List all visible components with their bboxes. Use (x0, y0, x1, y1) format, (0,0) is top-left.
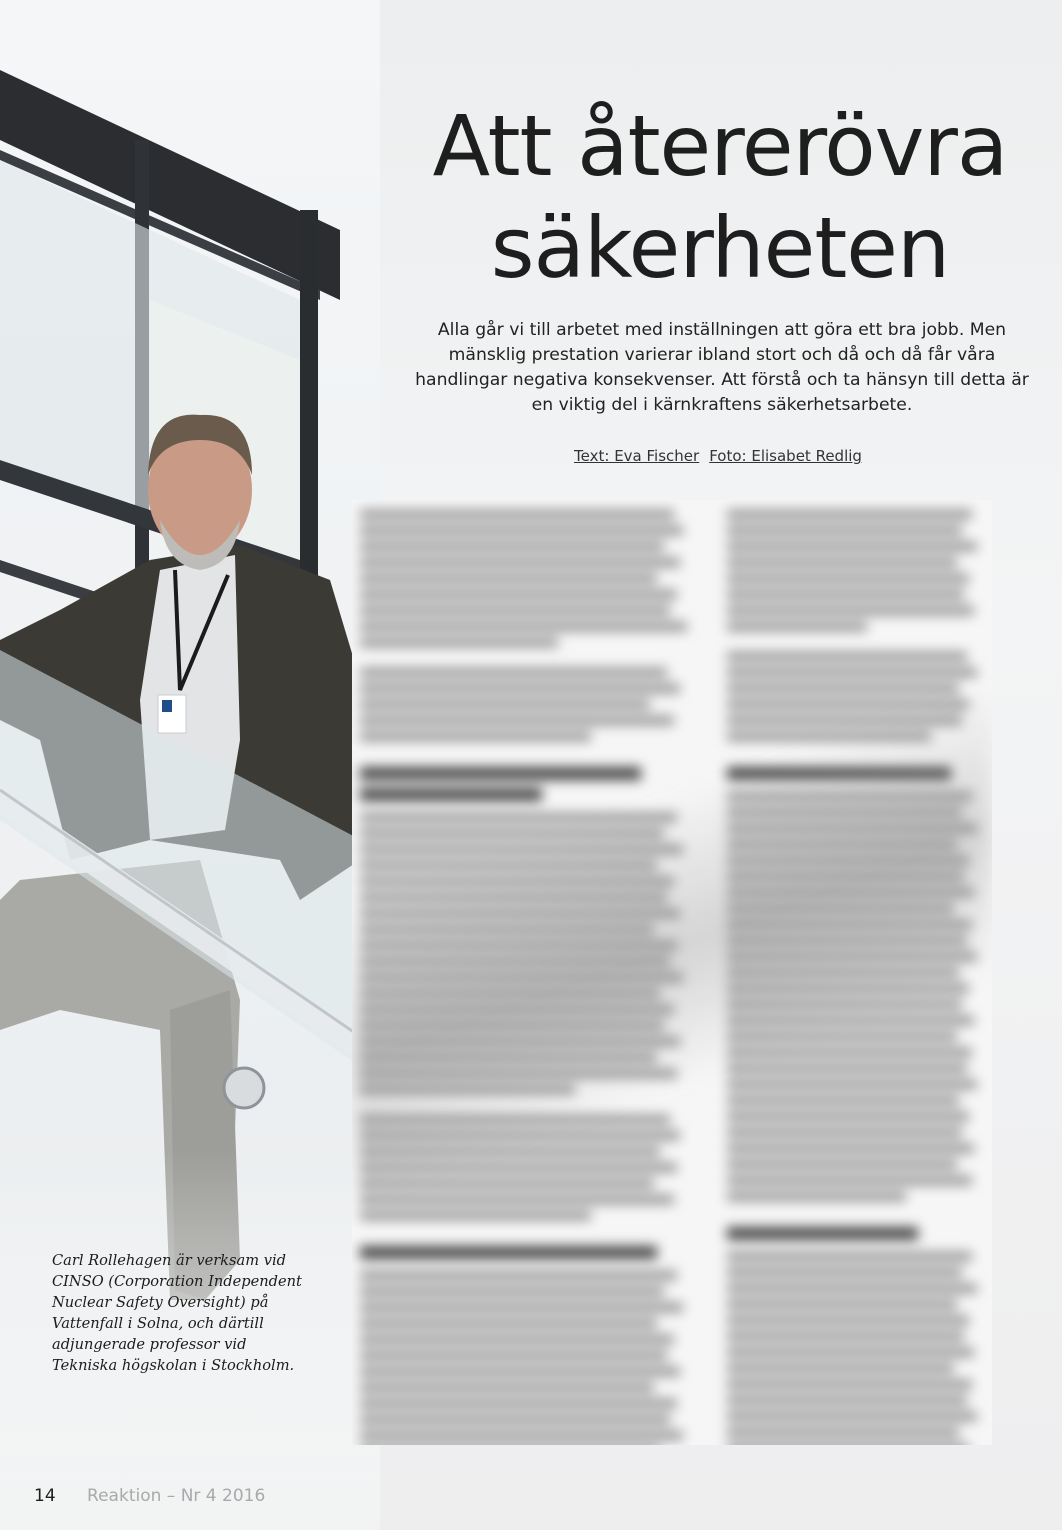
body-column-right (727, 500, 982, 1445)
credit-photo: Foto: Elisabet Redlig (709, 447, 862, 465)
page-number: 14 (34, 1486, 56, 1506)
credit-text: Text: Eva Fischer (574, 447, 700, 465)
body-column-left (360, 500, 690, 1445)
title-line-1: Att återerövra (432, 97, 1008, 195)
article-title (400, 95, 1040, 299)
article-credits (410, 447, 1026, 465)
page-footer (34, 1486, 265, 1506)
title-line-2: säkerheten (490, 199, 950, 297)
publication-name: Reaktion – Nr 4 2016 (87, 1486, 266, 1506)
blurred-body-text (352, 500, 992, 1445)
photo-caption: Carl Rollehagen är verksam vid CINSO (Corporation Independent Nuclear Safety Oversight) på Vattenfall i Solna, och därtill adjungerade professor vid Tekniska högskolan i Stockholm. (52, 1252, 302, 1374)
article-ingress: Alla går vi till arbetet med inställningen att göra ett bra jobb. Men mänsklig prestation varierar ibland stort och då och då får våra handlingar negativa konsekvenser. Att förstå och ta hänsyn till detta är en viktig del i kärnkraftens säkerhetsarbete. (415, 320, 1029, 415)
